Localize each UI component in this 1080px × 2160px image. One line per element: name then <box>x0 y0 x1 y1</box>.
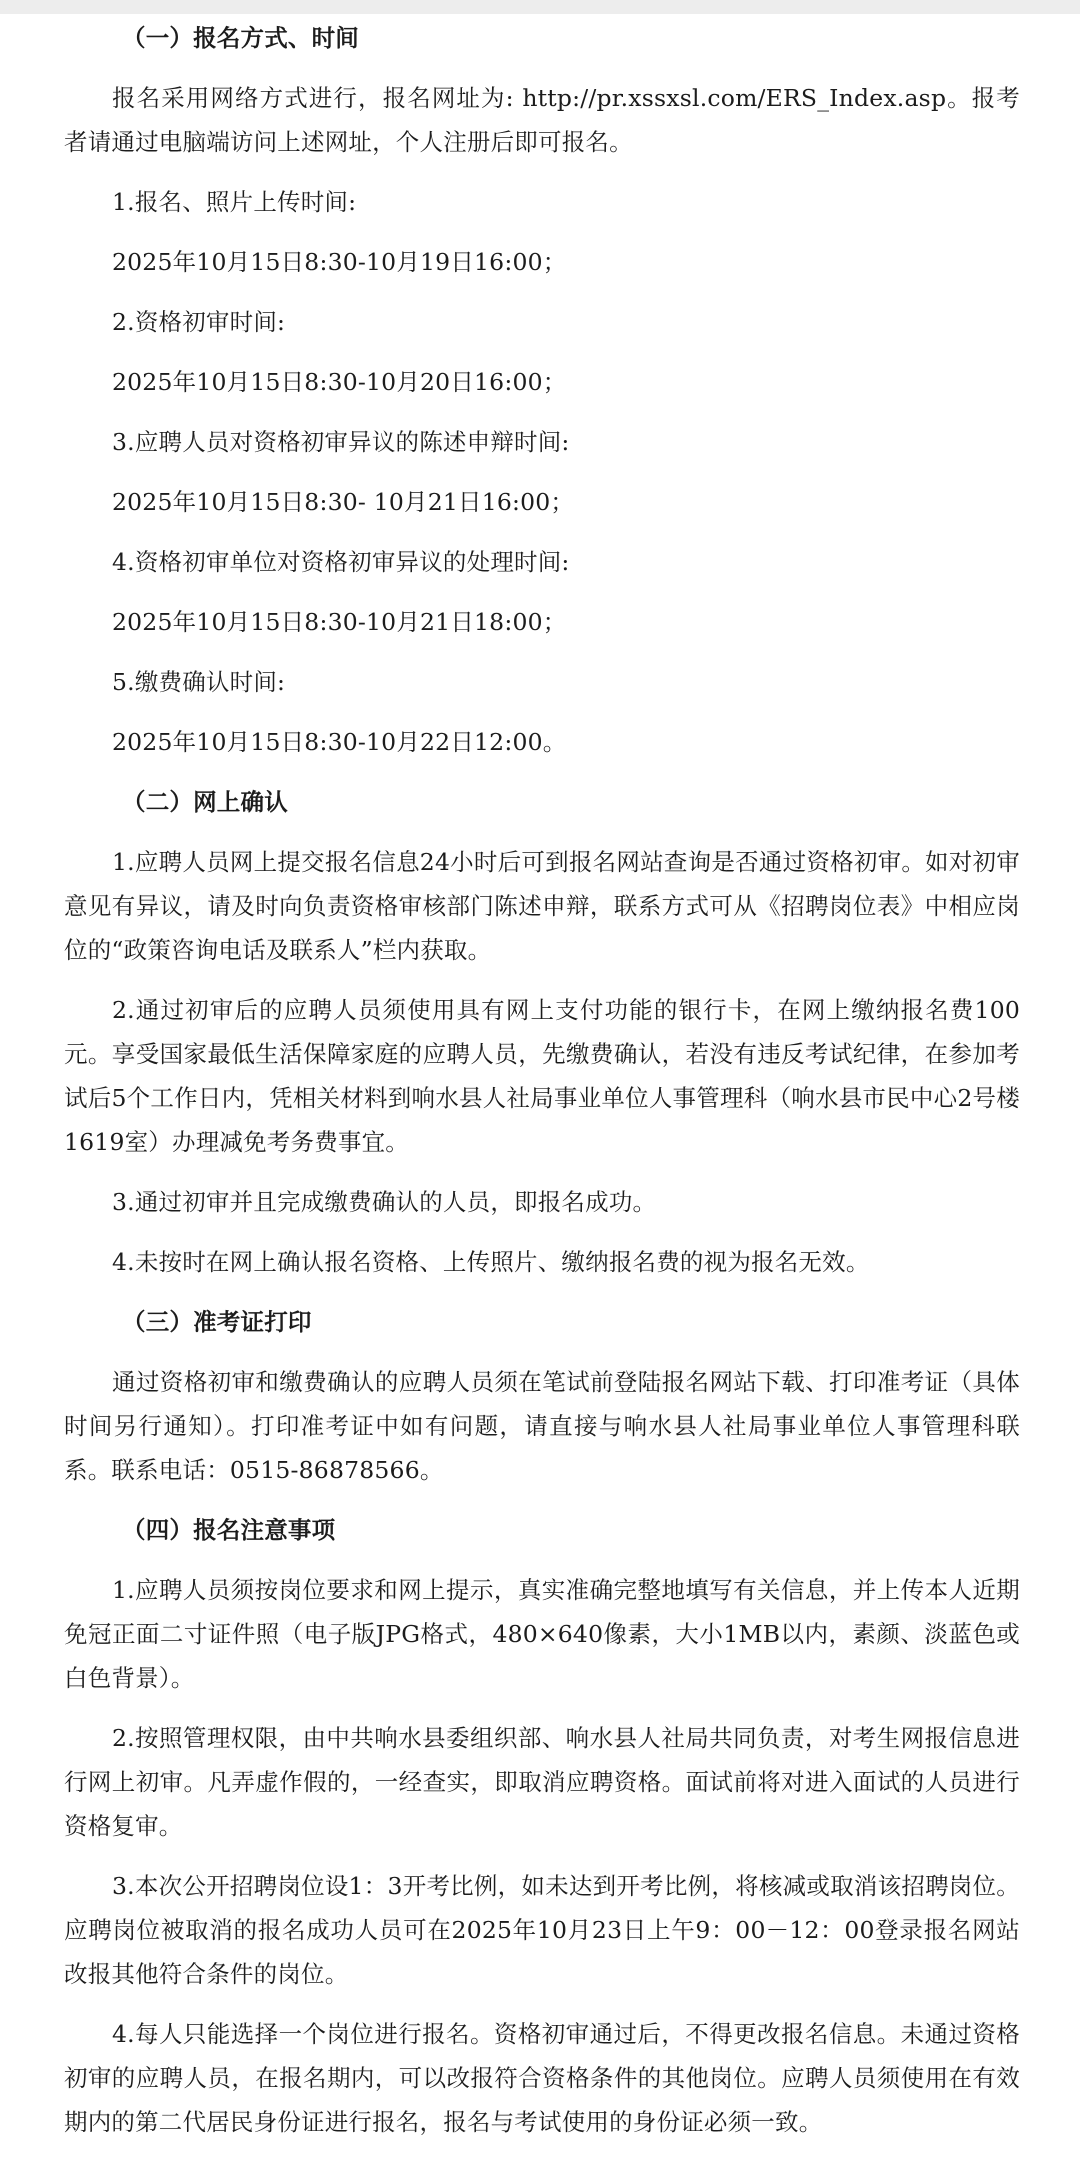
paragraph: 2025年10月15日8:30-10月19日16:00； <box>112 248 567 276</box>
paragraph: 2025年10月15日8:30- 10月21日16:00； <box>112 488 575 516</box>
paragraph: 通过资格初审和缴费确认的应聘人员须在笔试前登陆报名网站下载、打印准考证（具体时间另行通知）。打印准考证中如有问题，请直接与响水县人社局事业单位人事管理科联系。联系电话：0515-86878566。 <box>64 1368 1020 1484</box>
section-heading: （一）报名方式、时间 <box>122 24 359 52</box>
section-heading: （四）报名注意事项 <box>122 1516 336 1544</box>
top-bar <box>0 0 1080 14</box>
paragraph: 4.每人只能选择一个岗位进行报名。资格初审通过后，不得更改报名信息。未通过资格初审的应聘人员，在报名期内，可以改报符合资格条件的其他岗位。应聘人员须使用在有效期内的第二代居民身份证进行报名，报名与考试使用的身份证必须一致。 <box>64 2020 1020 2136</box>
paragraph: 5.缴费确认时间: <box>112 668 286 696</box>
paragraph: 3.通过初审并且完成缴费确认的人员，即报名成功。 <box>112 1188 657 1216</box>
article-body <box>64 16 1020 2160</box>
paragraph: 4.资格初审单位对资格初审异议的处理时间: <box>112 548 570 576</box>
paragraph: 2.按照管理权限，由中共响水县委组织部、响水县人社局共同负责，对考生网报信息进行网上初审。凡弄虚作假的，一经查实，即取消应聘资格。面试前将对进入面试的人员进行资格复审。 <box>64 1724 1020 1840</box>
paragraph: 4.未按时在网上确认报名资格、上传照片、缴纳报名费的视为报名无效。 <box>112 1248 870 1276</box>
paragraph: 2025年10月15日8:30-10月21日18:00； <box>112 608 567 636</box>
paragraph: 2025年10月15日8:30-10月20日16:00； <box>112 368 567 396</box>
paragraph: 1.应聘人员须按岗位要求和网上提示，真实准确完整地填写有关信息，并上传本人近期免冠正面二寸证件照（电子版JPG格式，480×640像素，大小1MB以内，素颜、淡蓝色或白色背景）。 <box>64 1576 1020 1692</box>
paragraph: 1.应聘人员网上提交报名信息24小时后可到报名网站查询是否通过资格初审。如对初审意见有异议，请及时向负责资格审核部门陈述申辩，联系方式可从《招聘岗位表》中相应岗位的“政策咨询电话及联系人”栏内获取。 <box>64 848 1020 964</box>
paragraph: 2025年10月15日8:30-10月22日12:00。 <box>112 728 567 756</box>
paragraph: 1.报名、照片上传时间: <box>112 188 357 216</box>
paragraph: 3.应聘人员对资格初审异议的陈述申辩时间: <box>112 428 570 456</box>
section-heading: （二）网上确认 <box>122 788 288 816</box>
paragraph: 2.通过初审后的应聘人员须使用具有网上支付功能的银行卡，在网上缴纳报名费100元。享受国家最低生活保障家庭的应聘人员，先缴费确认，若没有违反考试纪律，在参加考试后5个工作日内，凭相关材料到响水县人社局事业单位人事管理科（响水县市民中心2号楼1619室）办理减免考务费事宜。 <box>64 996 1020 1156</box>
paragraph: 2.资格初审时间: <box>112 308 286 336</box>
section-heading: （三）准考证打印 <box>122 1308 312 1336</box>
paragraph: 3.本次公开招聘岗位设1：3开考比例，如未达到开考比例，将核减或取消该招聘岗位。应聘岗位被取消的报名成功人员可在2025年10月23日上午9：00－12：00登录报名网站改报其他符合条件的岗位。 <box>64 1872 1020 1988</box>
paragraph: 报名采用网络方式进行，报名网址为: http://pr.xssxsl.com/ERS_Index.asp。报考者请通过电脑端访问上述网址，个人注册后即可报名。 <box>64 84 1020 156</box>
